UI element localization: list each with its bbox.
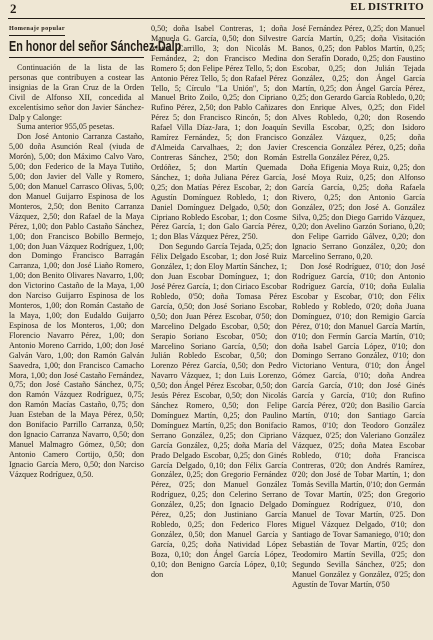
header-rule [8,18,425,19]
article-paragraph: Don José Rodríguez, 0'10; don José Rodríguez García, 0'10; don Antonio Rodríguez García, 0'10; doña Eulalia Escobar y Escobar, 0'10; don Félix Robledo y Robledo, 0'20; doña Juana Domínguez, 0'10; don Remigio García Pérez, 0'10; don Manuel García Martín, 0'10; don Fermín García Martín, 0'10; doña Isabel García López, 0'10; don Domingo Serrano González, 0'10; don Victoriano Ventura, 0'10; don Ángel Gómez García, 0'10; doña Andrea García García, 0'10; don José Ginés García y García, 0'10; don Rufino García Pérez, 0'20; don Basilio García Martín, 0'10; don Santiago García Ramos, 0'10; don Teodoro González Vázquez, 0'25; don Valeriano González Vázquez, 0'25; doña Matea Escobar Robledo, 0'10; doña Francisca Contreras, 0'20; don Andrés Ramírez, 0'20; don José de Tobar Martín, 1; don Tomás Sevilla Martín, 0'10; don Germán de Tovar Martín, 0'25; don Gregorio Domínguez Rodríguez, 0'10, don Manuel de Tovar Martín, 0'25. Don Miguel Vázquez Delgado, 0'10; don Santiago de Tovar Samaniego, 0'10; don Sebastián de Tovar Martín, 0'25; don Teodomiro Martín Sevilla, 0'25; don Segundo Sevilla Sánchez, 0'25; don Manuel González y González, 0'25; don Agustín de Tovar Martín, 0'50 [292,262,425,589]
article-paragraph: José Fernández Pérez, 0,25; don Manuel García Martín, 0,25; doña Visitación Banos, 0,25; don Pablos Martín, 0,25; don Serafín Dorado, 0,25; don Faustino Escobar, 0,25; don Julián Tejada González, 0,25; don Ángel García Martín, 0,25; don Ángel García Pérez, 0,25; don Gerardo García Robledo, 0,20; don Enrique Alves, 0,25; don Fidel Alves Robledo, 0,20; don Rosendo Sevilla Escobar, 0,25; don Isidoro González Vázquez, 0,25; doña Crescencia González Pérez, 0,25; doña Estrella González Pérez, 0,25. [292,24,425,162]
article-headline: En honor del señor Sánchez-Dalp [9,37,182,55]
headline-rule [9,57,144,58]
newspaper-name: EL DISTRITO [350,1,424,13]
article-paragraph: Doña Efigenia Moya Ruiz, 0,25; don José Moya Ruiz, 0,25; don Alfonso García García, 0,25; doña Rafaela Rivero, 0,25; don Antonio García González, 0'25; don José A. González Silva, 0,25; don Diego Garrido Vázquez, 0,20; don Avelino Garzón Soriano, 0,20; don Felipe Garrido Gálvez, 0,20; don Ignacio Serrano González, 0,20; don Marcelino Serrano, 0,20. [292,162,425,262]
article-paragraph: Don José Antonio Carranza Castaño, 5,00 doña Asunción Real (viuda de Morón), 5,00; don Máximo Calvo Varo, 5,00; don Federico de la Maya Tutiño, 5,00; don Javier del Valle y Romero, 5,00; don Manuel Carrasco Olivas, 5,00; don Manuel Guijarro Espinosa de los Monteros, 2,50; don Benito Carranza Vázquez, 2,50; don Rafael de la Maya Pérez, 1,00; don Pablo Castaño Sánchez, 1,00; don Francisco Bobillo Bermejo, 1,00; don Juan Vázquez Rodríguez, 1,00; don Domingo Francisco Barragán Carranza, 1,00; don José Liaño Romero, 1,00; don Benito Olivares Navarro, 1,00; don Victorino Castaño de la Maya, 1,00 don Narciso Guijarro Espinosa de los Monteros, 1,00; don Román Castaño de la Maya, 1,00; don Eudaldo Guijarro Espinosa de los Monteros, 1,00; don Florencio Navarro Pérez, 1,00; don Antonio Moreno Carrido, 1,00; don José Galván Varo, 1,00; don Ramón Galván Saavedra, 1,00; don Francisco Camacho Mora, 1,00; don José Castaño Fernández, 0,75; don José Castaño Sánchez, 0,75; don Ramón Vázquez Rodríguez, 0,75; don Ramón Macías Castaño, 0,75; don Juan Esteban de la Maya Pérez, 0,50; don Bonifacio Parrillo Carranza, 0,50; don Ignacio Carranza Navarro, 0,50; don Manuel Malmagro Gómez, 0,50; don Antonio Camero Cortijo, 0,50; don Ignacio García Mero, 0,50; don Narciso Vázquez Rodríguez, 0,50. [9,132,144,479]
article-paragraph: 0,50; doña Isabel Contreras, 1; doña Manuela G. García, 0,50; don Silvestre Matas Carrillo, 3; don Nicolás M. Fernández, 2; don Francisco Medina Romero 5; don Felipe Pérez Tello, 5; don Antonio Pérez Tello, 5; don Rafael Pérez Tello, 5; Círculo "La Unión", 5; don Manuel Brito Zoilo, 0,25; don Cipriano Rufino Pérez, 2,50; don Pablo Cañizares Pérez 5; don Francisco Rincón, 5; don Rafael Villa Díaz-Jara, 1; don Joaquín Ramírez Fernández, 5; don Francisco d'Almeida Carvalhaes, 2; don Javier Contreras Sánchez, 2'50; don Román Ordóñez, 5; don Martín Quemada Sánchez, 1; doña Juliana Pérez García, 0,25; don Matías Pérez Escobar, 2; don Agustín Domínguez Robledo, 1; don Daniel Domínguez Delgado, 0,50; don Cipriano Robledo Escobar, 1; don Cosme Pérez García, 1; don Galo García Pérez, 1; don Blas Vázquez Pérez, 2'50. [151,24,287,242]
column-1 [9,24,182,636]
article-paragraph: Don Segundo García Tejada, 0,25; don Félix Delgado Escobar, 1; don José Ruiz González, 1; don Eloy Martín Sánchez, 1; don Juan Escobar Domínguez, 1; don José Pérez García, 1; don Ciriaco Escobar Robledo, 0'50; doña Tomasa Pérez García, 0,50; don José Soriano Escobar, 0,50; don Juan Pérez Escobar, 0'50; don Marcelino Delgado Escobar, 0,50; don Serapio Soriano Escobar, 0'50; don Marcelino Soriano García, 0,50; don Julián Robledo Escobar, 0,50; don Lorenzo Pérez García, 0,50; don Pedro Navarro Vázquez, 1; don Luis Lorenzo, 0,50; don Ángel Pérez Escobar, 0,50; don Jesús Pérez Escobar, 0,50; don Nicolás Sánchez Romero, 0,50; don Felipe Domínguez Martín, 0,25; don Paulino Domínguez Martín, 0,25; don Bonifacio Serrano González, 0,25; don Cipriano García González, 0,25; doña María del Prado Delgado Escobar, 0,25; don Ginés García Delgado, 0,10; don Félix García González, 0,25; don Gregorio Fernández Pérez, 0'25; don Manuel González Rodríguez, 0,25; don Celerino Serrano González, 0,25; don Ignacio Delgado Pérez, 0,25; don Justiniano García Robledo, 0,25; don Federico Flores González, 0,50; don Manuel García y García, 0,25; doña Natividad López Boza, 0,10; don Ángel García López, 0,10; don Benigno García López, 0,10; don [151,242,287,579]
column-3 [292,24,425,636]
article-paragraph: Suma anterior 955,05 pesetas. [17,122,115,132]
section-kicker: Homenaje popular [9,24,144,36]
article-paragraph: Continuación de la lista de las personas que contribuyen a costear las insignias de la Gran Cruz de la Orden Civil de Alfonso XII, concedida al excelentísimo señor don Javier Sánchez-Dalp y Calonge: [9,62,144,122]
page-number: 2 [10,1,17,16]
column-2 [151,24,287,636]
